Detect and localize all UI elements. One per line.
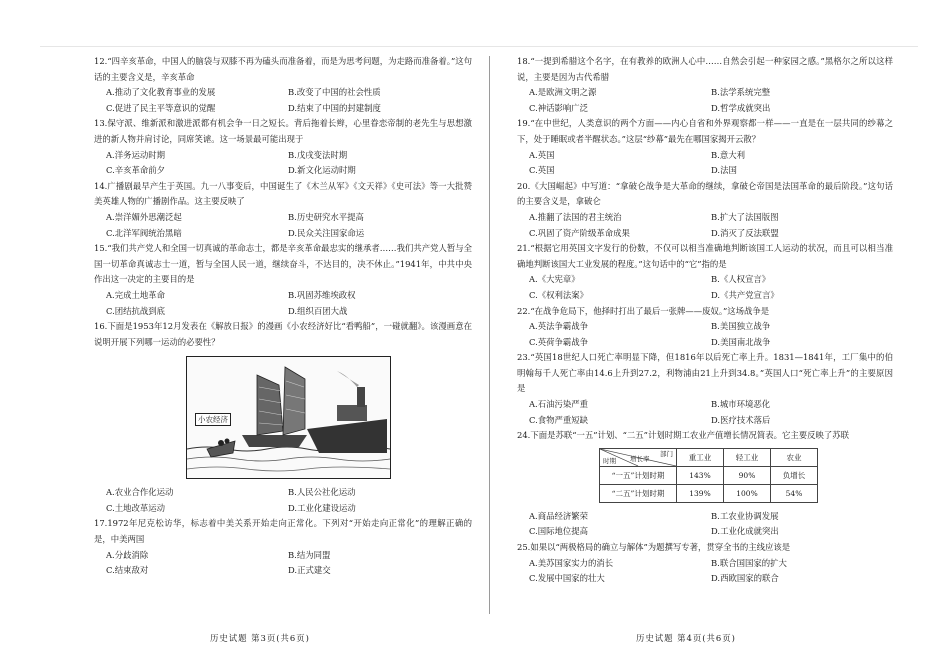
- option-c: C.英国: [529, 165, 555, 176]
- options: [529, 319, 893, 350]
- option-a: A.商品经济繁荣: [529, 510, 588, 521]
- options: [529, 509, 893, 540]
- question-12: [94, 54, 472, 116]
- column-header: 轻工业: [724, 448, 771, 466]
- table-cell: 143%: [677, 466, 724, 484]
- table-cell: 90%: [724, 466, 771, 484]
- corner-label-sector: 部门: [660, 449, 673, 458]
- options: [529, 272, 893, 303]
- option-c: C.《权利法案》: [529, 289, 589, 300]
- option-d: D.西欧国家的联合: [711, 573, 779, 584]
- option-a: A.是欧洲文明之源: [529, 87, 597, 98]
- options: [529, 210, 893, 241]
- question-stem: 17.1972年尼克松访华，标志着中美关系开始走向正常化。下列对“开始走向正常化”的理解正确的是，中美两国: [94, 518, 472, 545]
- options: [529, 397, 893, 428]
- option-c: C.团结抗战到底: [106, 305, 166, 316]
- options: [529, 85, 893, 116]
- question-stem: 16.下面是1953年12月发表在《解放日报》的漫画《小农经济好比“看鸭船”，一碰就翻》。该漫画意在说明开展下列哪一运动的必要性？: [94, 321, 472, 347]
- table-cell: 100%: [724, 484, 771, 502]
- option-b: B.巩固苏维埃政权: [288, 289, 356, 300]
- corner-label-rate: 增长率: [630, 454, 650, 463]
- option-d: D.法国: [711, 165, 737, 176]
- table-row: [600, 484, 818, 502]
- option-c: C.促进了民主平等意识的觉醒: [106, 102, 216, 113]
- option-a: A.《大宪章》: [529, 274, 580, 285]
- page-edge-line: [40, 46, 918, 47]
- option-c: C.土地改革运动: [106, 502, 166, 513]
- option-c: C.食物严重短缺: [529, 414, 589, 425]
- option-d: D.正式建交: [288, 565, 331, 576]
- option-d: D.哲学成就突出: [711, 102, 771, 113]
- option-d: D.工业化建设运动: [288, 502, 356, 513]
- table-header-row: [600, 448, 818, 466]
- table-cell: 54%: [771, 484, 818, 502]
- table-corner-cell: [600, 448, 677, 466]
- option-d: D.结束了中国的封建制度: [288, 102, 381, 113]
- option-c: C.发展中国家的壮大: [529, 573, 605, 584]
- option-a: A.崇洋媚外思潮泛起: [106, 211, 182, 222]
- option-c: C.英荷争霸战争: [529, 336, 589, 347]
- options: [106, 288, 472, 319]
- option-a: A.农业合作化运动: [106, 487, 174, 498]
- column-divider: [489, 56, 490, 614]
- soviet-growth-table: [599, 448, 818, 503]
- option-b: B.结为同盟: [288, 549, 331, 560]
- option-d: D.医疗技术落后: [711, 414, 771, 425]
- question-stem: 13.保守派、维新派和激进派都有机会争一日之短长。背后拖着长辫，心里眷恋帝制的老先生与思想激进的新人物并肩讨论，同席笑谑。这一场景最可能出现于: [94, 118, 472, 144]
- question-stem: 18.“一提到希腊这个名字，在有教养的欧洲人心中……自然会引起一种家园之感。”黑格尔之所以这样说，主要是因为古代希腊: [517, 56, 893, 82]
- option-b: B.人民公社化运动: [288, 487, 356, 498]
- option-b: B.戊戌变法时期: [288, 149, 348, 160]
- table-cell: 139%: [677, 484, 724, 502]
- options: [106, 485, 472, 516]
- option-b: B.美国独立战争: [711, 321, 771, 332]
- question-15: [94, 241, 472, 319]
- question-19: [517, 116, 893, 178]
- question-22: [517, 304, 893, 351]
- question-stem: 12.“四辛亥革命，中国人的脑袋与双膝不再为磕头而准备着，而是为思考问题，为走路而准备着。”这句话的主要含义是，辛亥革命: [94, 56, 472, 82]
- question-stem: 24.下面是苏联“一五”计划、“二五”计划时期工农业产值增长情况简表。它主要反映了苏联: [517, 430, 849, 441]
- options: [106, 85, 472, 116]
- options: [529, 556, 893, 587]
- option-b: B.历史研究水平提高: [288, 211, 364, 222]
- question-25: [517, 540, 893, 587]
- right-column: [517, 54, 893, 587]
- option-d: D.民众关注国家命运: [288, 227, 365, 238]
- option-d: D.工业化成就突出: [711, 526, 779, 537]
- question-stem: 23.“英国18世纪人口死亡率明显下降，但1816年以后死亡率上升。1831—1841年，工厂集中的伯明翰每千人死亡率由14.6上升到27.2，利物浦由21上升到34.8。”英国人口“死亡率上升”的主要原因是: [517, 352, 893, 394]
- page-footer-right: 历史试题 第4页(共6页): [636, 633, 736, 643]
- corner-label-period: 时期: [603, 456, 616, 465]
- option-d: D.消灭了反法联盟: [711, 227, 779, 238]
- option-a: A.推翻了法国的君主统治: [529, 211, 622, 222]
- question-stem: 22.“在战争危局下，他择时打出了最后一张牌——废奴。”这场战争是: [517, 305, 770, 316]
- question-stem: 19.“在中世纪，人类意识的两个方面——内心自省和外界观察都一样——一直是在一层共同的纱幕之下，处于睡眠或者半醒状态。”这层“纱幕”最先在哪国家揭开云散？: [517, 118, 893, 144]
- column-header: 农业: [771, 448, 818, 466]
- question-20: [517, 179, 893, 241]
- option-b: B.城市环境恶化: [711, 399, 771, 410]
- question-stem: 15.“我们共产党人和全国一切真诚的革命志士，都是辛亥革命最忠实的继承者……我们共产党人暂与全国一切革命真诚志士一道，暂与全国人民一道，继续奋斗，不达目的，决不休止。”1941年，中共中央作出这一决定的主要目的是: [94, 243, 472, 285]
- row-period: “一五”计划时期: [600, 466, 677, 484]
- option-a: A.美苏国家实力的消长: [529, 557, 614, 568]
- option-c: C.巩固了资产阶级革命成果: [529, 227, 630, 238]
- question-stem: 21.“根据它用英国文字发行的份数，不仅可以相当准确地判断该国工人运动的状况，而且可以相当准确地判断该国大工业发展的程度。”这句话中的“它”指的是: [517, 243, 893, 269]
- option-b: B.联合国国家的扩大: [711, 557, 787, 568]
- table-row: [600, 466, 818, 484]
- table-cell: 负增长: [771, 466, 818, 484]
- question-24: [517, 428, 893, 540]
- question-23: [517, 350, 893, 428]
- option-b: B.意大利: [711, 149, 745, 160]
- option-a: A.完成土地革命: [106, 289, 165, 300]
- option-a: A.分歧消除: [106, 549, 149, 560]
- row-period: “二五”计划时期: [600, 484, 677, 502]
- option-b: B.工农业协调发展: [711, 510, 779, 521]
- question-14: [94, 179, 472, 241]
- option-b: B.改变了中国的社会性质: [288, 87, 381, 98]
- option-b: B.《人权宣言》: [711, 274, 771, 285]
- question-17: [94, 516, 472, 578]
- question-18: [517, 54, 893, 116]
- option-d: D.新文化运动时期: [288, 165, 356, 176]
- question-21: [517, 241, 893, 303]
- option-b: B.扩大了法国版图: [711, 211, 779, 222]
- column-header: 重工业: [677, 448, 724, 466]
- page-footer-left: 历史试题 第3页(共6页): [210, 633, 310, 643]
- option-a: A.推动了文化教育事业的发展: [106, 87, 216, 98]
- option-a: A.英法争霸战争: [529, 321, 588, 332]
- options: [529, 148, 893, 179]
- left-column: [94, 54, 472, 579]
- option-c: C.北洋军阀统治黑暗: [106, 227, 182, 238]
- option-c: C.国际地位提高: [529, 526, 589, 537]
- option-a: A.洋务运动时期: [106, 149, 165, 160]
- question-stem: 14.广播剧最早产生于英国。九一八事变后，中国诞生了《木兰从军》《文天祥》《史可法》等一大批赞美英雄人物的广播剧作品。这主要反映了: [94, 180, 472, 207]
- option-a: A.石油污染严重: [529, 399, 588, 410]
- options: [106, 210, 472, 241]
- option-a: A.英国: [529, 149, 555, 160]
- question-stem: 25.如果以“两极格局的确立与解体”为题撰写专著，贯穿全书的主线应该是: [517, 542, 791, 553]
- options: [106, 548, 472, 579]
- cartoon-label: 小农经济: [195, 413, 231, 426]
- option-d: D.组织百团大战: [288, 305, 348, 316]
- question-stem: 20.《大国崛起》中写道：“拿破仑战争是大革命的继续，拿破仑帝国是法国革命的最后阶段。”这句话的主要含义是，拿破仑: [517, 180, 893, 207]
- question-16: [94, 319, 472, 516]
- option-d: D.《共产党宣言》: [711, 289, 779, 300]
- option-c: C.神话影响广泛: [529, 102, 589, 113]
- option-b: B.法学系统完整: [711, 87, 771, 98]
- option-c: C.辛亥革命前夕: [106, 165, 166, 176]
- cartoon-image: [186, 356, 391, 479]
- option-c: C.结束敌对: [106, 565, 149, 576]
- question-13: [94, 116, 472, 178]
- options: [106, 148, 472, 179]
- option-d: D.美国南北战争: [711, 336, 771, 347]
